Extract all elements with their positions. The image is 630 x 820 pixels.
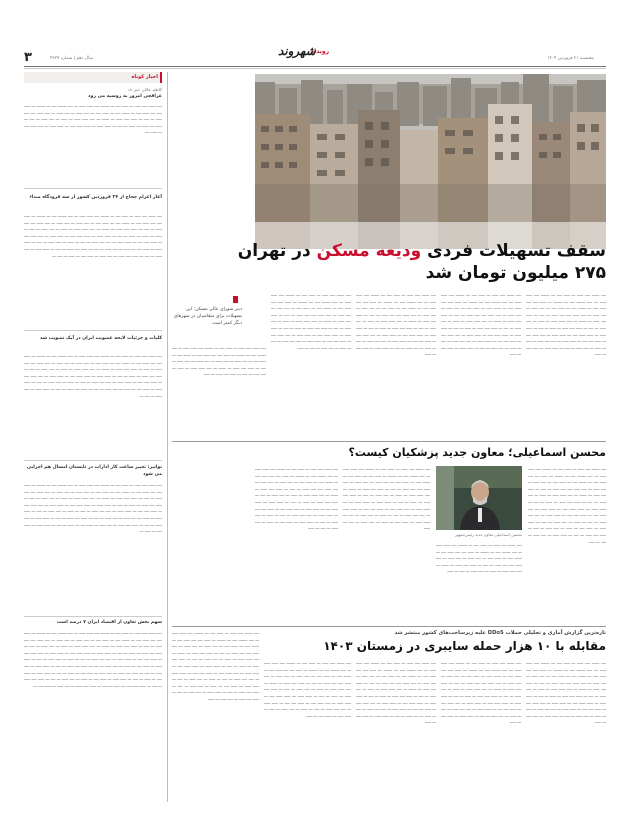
story2-body-col-1: ــــ ــــــ ــــ ـــــ ـــ ـــــ ــــ ـــ ـــــــ ــــ ـــــ ـــــ ـــ ــــ ـــــــ ــــ ـــ ـــــــ ـــ ـــــ ــــ ــــ ـــــ ــــ ـــ ــــــ ــــ ـــ ـــــ ــــ ـــ ــــ ـــــ ـــ ــــ ـــــ ـــ ــــ ـــــ ــــ ــــ ـــــ ـــ ــــ ـــ ـــــ ــــ ـــــ ـــ ــــــ ـــ ــــ ـــــ ـــــ ـــ ـــــ ـــ ــــ ـــــ ـــ ــــ ـــ ـــــ ــــ ـــــ ـــ ـــــ ـــ ــــ ـــ ـــــ ـــــ ـــ ـــــ ـــــ ــــ ـــ ـــــ ـــــ ـــ ــــ ـــــ ــــ ـــ ـــــ ــــ ــــ ـــ ـــــ ـــــ ـــ ــــ ــــ ـــــ ـــ ــــ ـــ ـــــ ـــ ــــ ـــــ ـــ ــــ ـــ ـــــ ـــــ ـــ ـــــ ــــ ـــ ـــــ ـــ ــــ ـــــ ـــ ــــ ـــ ـــــ ــــ ـــــ ـــ ــــ ـــ ـــــ ـــــ ـــ ــــ ـــــ ـــ ــــ ـــ ـــــ bbox=[528, 466, 606, 544]
story3-title: مقابله با ۱۰ هزار حمله سایبری در زمستان ۱۴۰۳ bbox=[323, 639, 606, 653]
story2-body-col-3: ــــ ــــــ ــــ ـــــ ـــ ـــــ ــــ ـــ ـــــــ ــــ ـــــ ـــــ ـــ ــــ ـــــــ ــــ ـــ ـــــــ ـــ ـــــ ــــ ــــ ـــــ ــــ ـــ ــــــ ــــ ـــ ـــــ ــــ ـــ ــــ ـــــ ـــ ــــ ـــــ ـــ ــــ ـــــ ــــ ــــ ـــــ ـــ ــــ ـــ ـــــ ــــ ـــــ ـــ ــــــ ـــ ــــ ـــــ ـــــ ـــ ـــــ ـــ ــــ ـــــ ـــ ــــ ـــ ـــــ ــــ ـــــ ـــ ـــــ ـــ ــــ ـــ ـــــ ـــــ ـــ ـــــ ـــــ ــــ ـــ ـــــ ـــــ ـــ ــــ ـــــ ــــ ـــ ـــــ ــــ ــــ ـــ ـــــ ـــــ ـــ ــــ ــــ ـــــ ـــ ــــ ـــ ـــــ ـــ ــــ ـــــ ـــ ــــ ـــ ـــــ ـــــ ـــ ـــــ ــــ ـــ ـــــ ـــ ــــ ـــــ ـــ ــــ ـــ ـــــ bbox=[343, 466, 430, 531]
lead-body-col-1: ــــ ــــــ ــــ ـــــ ـــ ـــــ ــــ ـــ ـــــــ ــــ ـــــ ـــــ ـــ ــــ ـــــــ ــــ ـــ ـــــــ ـــ ـــــ ــــ ــــ ـــــ ــــ ـــ ــــــ ــــ ـــ ـــــ ــــ ـــ ــــ ـــــ ـــ ــــ ـــــ ـــ ــــ ـــــ ــــ ــــ ـــــ ـــ ــــ ـــ ـــــ ــــ ـــــ ـــ ــــــ ـــ ــــ ـــــ ـــــ ـــ ـــــ ـــ ــــ ـــــ ـــ ــــ ـــ ـــــ ــــ ـــــ ـــ ـــــ ـــ ــــ ـــ ـــــ ـــــ ـــ ـــــ ـــــ ــــ ـــ ـــــ ـــــ ـــ ــــ ـــــ ــــ ـــ ـــــ ــــ ــــ ـــ ـــــ ـــــ ـــ ــــ ــــ ـــــ ـــ ــــ ـــ ـــــ ـــ ــــ ـــــ ـــ ــــ ـــ ـــــ ـــــ ـــ ـــــ ــــ ـــ ـــــ bbox=[526, 292, 606, 357]
sidebar-divider-4 bbox=[24, 616, 162, 617]
lead-title-line-2: ۲۷۵ میلیون تومان شد bbox=[425, 263, 606, 283]
sidebar-title-4: توانیر: تغییر ساعت کار ادارات در تابستان امسال هم اجرایی می شود bbox=[26, 465, 162, 477]
story2-photo bbox=[436, 466, 522, 530]
story3-body-col-3: ــــ ــــــ ــــ ـــــ ـــ ـــــ ــــ ـــ ـــــــ ــــ ـــــ ـــــ ـــ ــــ ـــــــ ــــ ـــ ـــــــ ـــ ـــــ ــــ ــــ ـــــ ــــ ـــ ــــــ ــــ ـــ ـــــ ــــ ـــ ــــ ـــــ ـــ ــــ ـــــ ـــ ــــ ـــــ ــــ ــــ ـــــ ـــ ــــ ـــ ـــــ ــــ ـــــ ـــ ــــــ ـــ ــــ ـــــ ـــــ ـــ ـــــ ـــ ــــ ـــــ ـــ ــــ ـــ ـــــ ــــ ـــــ ـــ ـــــ ـــ ــــ ـــ ـــــ ـــــ ـــ ـــــ ـــــ ــــ ـــ ـــــ ـــــ ـــ ــــ ـــــ ــــ ـــ ـــــ ــــ ــــ ـــ ـــــ ـــــ ـــ ــــ ــــ ـــــ ـــ ــــ ـــ ـــــ ـــ ــــ ـــــ ـــ ــــ ـــ ـــــ ـــــ ـــ ـــــ ــــ ـــ ـــــ bbox=[356, 660, 436, 725]
sidebar-body-5: ــــ ــــــ ــــ ـــــ ـــ ـــــ ــــ ـــ ـــــــ ــــ ـــــ ـــــ ـــ ــــ ـــــــ ــــ ـــ ـــــــ ـــ ـــــ ــــ ــــ ـــــ ــــ ـــ ــــــ ــــ ـــ ـــــ ــــ ـــ ــــ ـــــ ـــ ــــ ـــــ ـــ ــــ ـــــ ــــ ــــ ـــــ ـــ ــــ ـــ ـــــ ــــ ـــــ ـــ ــــــ ـــ ــــ ـــــ ـــــ ـــ ـــــ ـــ ــــ ـــــ ـــ ــــ ـــ ـــــ ــــ ـــــ ـــ ـــــ ـــ ــــ ـــ ـــــ ـــــ ـــ ـــــ ـــــ ــــ ـــ ـــــ ـــــ ـــ ــــ ـــــ ــــ ـــ ـــــ ــــ ــــ ـــ ـــــ ـــــ ـــ ــــ ــــ ـــــ ـــ ــــ ـــ ـــــ ـــ ــــ ـــــ ـــ ــــ ـــ ـــــ ـــــ ـــ ـــــ ــــ ـــ ـــــ ـــ ــــ ـــــ ـــ ــــ ـــ ـــــ ــــ ـــــ ـــ ــــ ـــ ـــــ ـــــ ـــ ــــ ـــــ ـــ ــــ ـــ ـــــ ــــ ـــــ ـــ ــــ ـــــ ـــ ـــــ ــــ ـــ ـــــ ـــ ــــ ـــ ـــــ ـــــ ـــ ـــــ ــــ ـــ ـــــ ـــ ــــ ـــ ـــــ ـــــ ـــ ـــــ ــــ ـــ ـــــ ـــ ــــ ـــــ ـــ ــــ ـــ ـــــ ــــ ـــــ ـــ ــــ ـــ ـــــ ـــــ ـــ ــــ ـــــ ـــ ــــ ـــ ـــــ ــــ ـــــ ـــ ــــ ـــــ ـــ ـــــ ــــ ـــ bbox=[24, 630, 162, 688]
quote-mark-icon bbox=[233, 296, 238, 303]
brand-small: رویداد bbox=[311, 48, 330, 55]
section-marker-icon bbox=[160, 72, 162, 83]
sidebar bbox=[24, 72, 162, 802]
story3-body-col-5: ــــ ــــــ ــــ ـــــ ـــ ـــــ ــــ ـــ ـــــــ ــــ ـــــ ـــــ ـــ ــــ ـــــــ ــــ ـــ ـــــــ ـــ ـــــ ــــ ــــ ـــــ ــــ ـــ ــــــ ــــ ـــ ـــــ ــــ ـــ ــــ ـــــ ـــ ــــ ـــــ ـــ ــــ ـــــ ــــ ــــ ـــــ ـــ ــــ ـــ ـــــ ــــ ـــــ ـــ ــــــ ـــ ــــ ـــــ ـــــ ـــ ـــــ ـــ ــــ ـــــ ـــ ــــ ـــ ـــــ ــــ ـــــ ـــ ـــــ ـــ ــــ ـــ ـــــ ـــــ ـــ ـــــ ـــــ ــــ ـــ ـــــ ـــــ ـــ ــــ ـــــ ــــ ـــ ـــــ ــــ ــــ ـــ ـــــ ـــــ ـــ ــــ ــــ ـــــ ـــ ــــ ـــ ـــــ ـــ ــــ ـــــ ـــ ــــ ـــ ـــــ ـــــ ـــ ـــــ ــــ ـــ ـــــ ـــ ــــ ـــــ ـــ ــــ ـــ ـــــ ــــ ـــــ ـــ ــــ ـــ ـــــ ـــــ ـــ ــــ ـــــ ـــ ــــ ـــ ـــــ ــــ ـــــ ـــ ــــ ـــــ ـــ ـــــ bbox=[172, 630, 259, 701]
logo bbox=[278, 44, 328, 64]
sidebar-title-1: عراقچی امروز به روسیه می رود bbox=[88, 94, 162, 99]
page-number: ۳ bbox=[24, 50, 32, 65]
lead-title-highlight: ودیعه مسکن bbox=[316, 241, 422, 261]
story3-body-col-4: ــــ ــــــ ــــ ـــــ ـــ ـــــ ــــ ـــ ـــــــ ــــ ـــــ ـــــ ـــ ــــ ـــــــ ــــ ـــ ـــــــ ـــ ـــــ ــــ ــــ ـــــ ــــ ـــ ــــــ ــــ ـــ ـــــ ــــ ـــ ــــ ـــــ ـــ ــــ ـــــ ـــ ــــ ـــــ ــــ ــــ ـــــ ـــ ــــ ـــ ـــــ ــــ ـــــ ـــ ــــــ ـــ ــــ ـــــ ـــــ ـــ ـــــ ـــ ــــ ـــــ ـــ ــــ ـــ ـــــ ــــ ـــــ ـــ ـــــ ـــ ــــ ـــ ـــــ ـــــ ـــ ـــــ ـــــ ــــ ـــ ـــــ ـــــ ـــ ــــ ـــــ ــــ ـــ ـــــ ــــ ــــ ـــ ـــــ ـــــ ـــ ــــ ــــ ـــــ ـــ ــــ ـــ ـــــ ـــ ــــ ـــــ ـــ ــــ ـــ ـــــ ـــــ ـــ ـــــ ــــ ـــ ـــــ bbox=[264, 660, 351, 718]
lead-bottom-rule bbox=[172, 441, 606, 442]
story2-body-col-2: ــــ ــــــ ــــ ـــــ ـــ ـــــ ــــ ـــ ـــــــ ــــ ـــــ ـــــ ـــ ــــ ـــــــ ــــ ـــ ـــــــ ـــ ـــــ ــــ ــــ ـــــ ــــ ـــ ــــــ ــــ ـــ ـــــ ــــ ـــ ــــ ـــــ ـــ ــــ ـــــ ـــ ــــ ـــــ ــــ ــــ ـــــ ـــ ــــ ـــ ـــــ ــــ ـــــ ـــ ــــــ ـــ ــــ ـــــ ـــــ ـــ ـــــ ـــ ــــ ـــــ ـــ ــــ ـــ ـــــ bbox=[436, 542, 522, 574]
sidebar-divider-3 bbox=[24, 460, 162, 461]
story3-kicker: تازه‌ترین گزارش آماری و تحلیلی حملات DDoS علیه زیرساخت‌های کشور منتشر شد bbox=[394, 630, 606, 636]
sidebar-title-2: آغاز اعزام حجاج از ۲۴ فروردین کشور از سه فرودگاه مبداء bbox=[29, 195, 162, 200]
issue-info-left: سال دهم | شماره ۴۳۲۹ bbox=[50, 56, 93, 61]
lead-title-part-a: سقف تسهیلات فردی bbox=[427, 241, 606, 261]
story2-photo-caption: محسن اسماعیلی معاون جدید رئیس‌جمهور bbox=[454, 532, 522, 537]
lead-body-col-4: ــــ ــــــ ــــ ـــــ ـــ ـــــ ــــ ـــ ـــــــ ــــ ـــــ ـــــ ـــ ــــ ـــــــ ــــ ـــ ـــــــ ـــ ـــــ ــــ ــــ ـــــ ــــ ـــ ــــــ ــــ ـــ ـــــ ــــ ـــ ــــ ـــــ ـــ ــــ ـــــ ـــ ــــ ـــــ ــــ ــــ ـــــ ـــ ــــ ـــ ـــــ ــــ ـــــ ـــ ــــــ ـــ ــــ ـــــ ـــــ ـــ ـــــ ـــ ــــ ـــــ ـــ ــــ ـــ ـــــ ــــ ـــــ ـــ ـــــ ـــ ــــ ـــ ـــــ ـــــ ـــ ـــــ ـــــ ــــ ـــ ـــــ ـــــ ـــ ــــ ـــــ ــــ ـــ ـــــ ــــ ــــ ـــ ـــــ ـــــ ـــ ــــ ــــ ـــــ ـــ ــــ ـــ ـــــ ـــ ــــ ـــــ ـــ ــــ ـــ ـــــ bbox=[271, 292, 351, 350]
header-rule bbox=[24, 66, 606, 67]
sidebar-section-label: اخبار کوتاه bbox=[131, 74, 158, 80]
lead-body-col-3: ــــ ــــــ ــــ ـــــ ـــ ـــــ ــــ ـــ ـــــــ ــــ ـــــ ـــــ ـــ ــــ ـــــــ ــــ ـــ ـــــــ ـــ ـــــ ــــ ــــ ـــــ ــــ ـــ ــــــ ــــ ـــ ـــــ ــــ ـــ ــــ ـــــ ـــ ــــ ـــــ ـــ ــــ ـــــ ــــ ــــ ـــــ ـــ ــــ ـــ ـــــ ــــ ـــــ ـــ ــــــ ـــ ــــ ـــــ ـــــ ـــ ـــــ ـــ ــــ ـــــ ـــ ــــ ـــ ـــــ ــــ ـــــ ـــ ـــــ ـــ ــــ ـــ ـــــ ـــــ ـــ ـــــ ـــــ ــــ ـــ ـــــ ـــــ ـــ ــــ ـــــ ــــ ـــ ـــــ ــــ ــــ ـــ ـــــ ـــــ ـــ ــــ ــــ ـــــ ـــ ــــ ـــ ـــــ ـــ ــــ ـــــ ـــ ــــ ـــ ـــــ ـــــ ـــ ـــــ ــــ ـــ ـــــ bbox=[356, 292, 436, 357]
sidebar-kicker-1: کاظم جلالی خبر داد bbox=[127, 87, 162, 92]
column-separator bbox=[167, 72, 168, 802]
sidebar-title-3: کلیات و جزئیات لایحه عضویت ایران در آپک تصویب شد bbox=[39, 336, 162, 341]
brand-logo: شهروند bbox=[278, 44, 316, 58]
lead-photo bbox=[255, 74, 606, 249]
story3-body-col-2: ــــ ــــــ ــــ ـــــ ـــ ـــــ ــــ ـــ ـــــــ ــــ ـــــ ـــــ ـــ ــــ ـــــــ ــــ ـــ ـــــــ ـــ ـــــ ــــ ــــ ـــــ ــــ ـــ ــــــ ــــ ـــ ـــــ ــــ ـــ ــــ ـــــ ـــ ــــ ـــــ ـــ ــــ ـــــ ــــ ــــ ـــــ ـــ ــــ ـــ ـــــ ــــ ـــــ ـــ ــــــ ـــ ــــ ـــــ ـــــ ـــ ـــــ ـــ ــــ ـــــ ـــ ــــ ـــ ـــــ ــــ ـــــ ـــ ـــــ ـــ ــــ ـــ ـــــ ـــــ ـــ ـــــ ـــــ ــــ ـــ ـــــ ـــــ ـــ ــــ ـــــ ــــ ـــ ـــــ ــــ ــــ ـــ ـــــ ـــــ ـــ ــــ ــــ ـــــ ـــ ــــ ـــ ـــــ ـــ ــــ ـــــ ـــ ــــ ـــ ـــــ ـــــ ـــ ـــــ ــــ ـــ ـــــ bbox=[441, 660, 521, 725]
sidebar-title-5: سهم بخش تعاون از اقتصاد ایران ۷ درصد است bbox=[56, 620, 162, 625]
tehran-buildings-image bbox=[255, 74, 606, 249]
sidebar-body-1: ــــ ــــــ ــــ ـــــ ـــ ـــــ ــــ ـــ ـــــــ ــــ ـــــ ـــــ ـــ ــــ ـــــــ ــــ ـــ ـــــــ ـــ ـــــ ــــ ــــ ـــــ ــــ ـــ ــــــ ــــ ـــ ـــــ ــــ ـــ ــــ ـــــ ـــ ــــ ـــــ ـــ ــــ ـــــ ــــ ــــ ـــــ ـــ ــــ ـــ ـــــ ــــ ـــــ ـــ ــــــ ـــ ــــ ـــــ ـــــ ـــ ـــــ ـــ ــــ ـــــ ـــ ــــ ـــ ـــــ ــــ ـــــ ـــ ـــــ ـــ ــــ ـــ ـــــ ـــــ ـــ ـــــ ـــــ ــــ ـــ ـــــ ـــــ ـــ ــــ ـــــ ــــ ـــ ـــــ ــــ bbox=[24, 103, 162, 135]
official-portrait-image bbox=[436, 466, 522, 530]
lead-body-col-2: ــــ ــــــ ــــ ـــــ ـــ ـــــ ــــ ـــ ـــــــ ــــ ـــــ ـــــ ـــ ــــ ـــــــ ــــ ـــ ـــــــ ـــ ـــــ ــــ ــــ ـــــ ــــ ـــ ــــــ ــــ ـــ ـــــ ــــ ـــ ــــ ـــــ ـــ ــــ ـــــ ـــ ــــ ـــــ ــــ ــــ ـــــ ـــ ــــ ـــ ـــــ ــــ ـــــ ـــ ــــــ ـــ ــــ ـــــ ـــــ ـــ ـــــ ـــ ــــ ـــــ ـــ ــــ ـــ ـــــ ــــ ـــــ ـــ ـــــ ـــ ــــ ـــ ـــــ ـــــ ـــ ـــــ ـــــ ــــ ـــ ـــــ ـــــ ـــ ــــ ـــــ ــــ ـــ ـــــ ــــ ــــ ـــ ـــــ ـــــ ـــ ــــ ــــ ـــــ ـــ ــــ ـــ ـــــ ـــ ــــ ـــــ ـــ ــــ ـــ ـــــ ـــــ ـــ ـــــ ــــ ـــ ـــــ bbox=[441, 292, 521, 357]
story2-body-col-4: ــــ ــــــ ــــ ـــــ ـــ ـــــ ــــ ـــ ـــــــ ــــ ـــــ ـــــ ـــ ــــ ـــــــ ــــ ـــ ـــــــ ـــ ـــــ ــــ ــــ ـــــ ــــ ـــ ــــــ ــــ ـــ ـــــ ــــ ـــ ــــ ـــــ ـــ ــــ ـــــ ـــ ــــ ـــــ ــــ ــــ ـــــ ـــ ــــ ـــ ـــــ ــــ ـــــ ـــ ــــــ ـــ ــــ ـــــ ـــــ ـــ ـــــ ـــ ــــ ـــــ ـــ ــــ ـــ ـــــ ــــ ـــــ ـــ ـــــ ـــ ــــ ـــ ـــــ ـــــ ـــ ـــــ ـــــ ــــ ـــ ـــــ ـــــ ـــ ــــ ـــــ ــــ ـــ ـــــ ــــ ــــ ـــ ـــــ ـــــ ـــ ــــ ــــ ـــــ ـــ ــــ ـــ ـــــ ـــ ــــ ـــــ ـــ ــــ ـــ ـــــ ـــــ ـــ ـــــ ــــ ـــ ـــــ ـــ ــــ ـــــ ـــ ــــ ـــ ـــــ bbox=[255, 466, 338, 531]
story2-bottom-rule bbox=[172, 626, 606, 627]
sidebar-body-3: ــــ ــــــ ــــ ـــــ ـــ ـــــ ــــ ـــ ـــــــ ــــ ـــــ ـــــ ـــ ــــ ـــــــ ــــ ـــ ـــــــ ـــ ـــــ ــــ ــــ ـــــ ــــ ـــ ــــــ ــــ ـــ ـــــ ــــ ـــ ــــ ـــــ ـــ ــــ ـــــ ـــ ــــ ـــــ ــــ ــــ ـــــ ـــ ــــ ـــ ـــــ ــــ ـــــ ـــ ــــــ ـــ ــــ ـــــ ـــــ ـــ ـــــ ـــ ــــ ـــــ ـــ ــــ ـــ ـــــ ــــ ـــــ ـــ ـــــ ـــ ــــ ـــ ـــــ ـــــ ـــ ـــــ ـــــ ــــ ـــ ـــــ ـــــ ـــ ــــ ـــــ ــــ ـــ ـــــ ــــ ــــ ـــ ـــــ ـــــ ـــ ــــ ــــ ـــــ ـــ ــــ ـــ ـــــ ـــ ــــ ـــــ ـــ ــــ ـــ ـــــ ـــــ ـــ ـــــ ــــ ـــ ـــــ ـــ ــــ ـــــ ـــ ــــ ـــ ـــــ ــــ ـــــ ـــ ــــ ـــ ـــــ ـــــ ـــ ــــ ـــــ ـــ ــــ ـــ bbox=[24, 353, 162, 398]
sidebar-divider-2 bbox=[24, 330, 162, 331]
lead-title-part-c: در تهران bbox=[237, 241, 311, 261]
lead-headline bbox=[237, 240, 606, 284]
issue-info: پنجشنبه ۲۱ فروردین ۱۴۰۴ bbox=[547, 56, 594, 61]
story2-title: محسن اسماعیلی؛ معاون جدید پزشکیان کیست؟ bbox=[348, 446, 606, 459]
sidebar-body-2: ــــ ــــــ ــــ ـــــ ـــ ـــــ ــــ ـــ ـــــــ ــــ ـــــ ـــــ ـــ ــــ ـــــــ ــــ ـــ ـــــــ ـــ ـــــ ــــ ــــ ـــــ ــــ ـــ ــــــ ــــ ـــ ـــــ ــــ ـــ ــــ ـــــ ـــ ــــ ـــــ ـــ ــــ ـــــ ــــ ــــ ـــــ ـــ ــــ ـــ ـــــ ــــ ـــــ ـــ ــــــ ـــ ــــ ـــــ ـــــ ـــ ـــــ ـــ ــــ ـــــ ـــ ــــ ـــ ـــــ ــــ ـــــ ـــ ـــــ ـــ ــــ ـــ ـــــ ـــــ ـــ ـــــ ـــــ ــــ ـــ ـــــ ـــــ ـــ ــــ ـــــ ــــ ـــ ـــــ ــــ ــــ ـــ ـــــ ـــــ ـــ ــــ ــــ ـــــ ـــ ــــ ـــ ـــــ ـــ ــــ ـــــ ـــ ــــ ـــ ـــــ ـــــ ـــ ـــــ ــــ ـــ ـــــ ـــ ــــ ـــــ ـــ ــــ ـــ ـــــ ــــ ـــــ ـــ ــــ ـــ ـــــ ـــــ ـــ ــــ ـــــ ـــ ــــ ـــ ـــــ ــــ ـــــ ـــ ــــ ـــــ ـــ ـــــ ــــ ـــ ـــــ ـــ ــــ ـــ bbox=[24, 213, 162, 258]
sidebar-body-4: ــــ ــــــ ــــ ـــــ ـــ ـــــ ــــ ـــ ـــــــ ــــ ـــــ ـــــ ـــ ــــ ـــــــ ــــ ـــ ـــــــ ـــ ـــــ ــــ ــــ ـــــ ــــ ـــ ــــــ ــــ ـــ ـــــ ــــ ـــ ــــ ـــــ ـــ ــــ ـــــ ـــ ــــ ـــــ ــــ ــــ ـــــ ـــ ــــ ـــ ـــــ ــــ ـــــ ـــ ــــــ ـــ ــــ ـــــ ـــــ ـــ ـــــ ـــ ــــ ـــــ ـــ ــــ ـــ ـــــ ــــ ـــــ ـــ ـــــ ـــ ــــ ـــ ـــــ ـــــ ـــ ـــــ ـــــ ــــ ـــ ـــــ ـــــ ـــ ــــ ـــــ ــــ ـــ ـــــ ــــ ــــ ـــ ـــــ ـــــ ـــ ــــ ــــ ـــــ ـــ ــــ ـــ ـــــ ـــ ــــ ـــــ ـــ ــــ ـــ ـــــ ـــــ ـــ ـــــ ــــ ـــ ـــــ ـــ ــــ ـــــ ـــ ــــ ـــ ـــــ ــــ ـــــ ـــ ــــ ـــ ـــــ ـــــ ـــ ــــ ـــــ ـــ ــــ ـــ ـــــ ــــ ـــــ ـــ ــــ ـــــ ـــ ـــــ ــــ ـــ ـــــ ـــ ــــ ـــ ـــــ ـــــ ـــ ـــــ ــــ ـــ ـــــ ـــ bbox=[24, 482, 162, 534]
masthead bbox=[0, 0, 630, 68]
story3-body-col-1: ــــ ــــــ ــــ ـــــ ـــ ـــــ ــــ ـــ ـــــــ ــــ ـــــ ـــــ ـــ ــــ ـــــــ ــــ ـــ ـــــــ ـــ ـــــ ــــ ــــ ـــــ ــــ ـــ ــــــ ــــ ـــ ـــــ ــــ ـــ ــــ ـــــ ـــ ــــ ـــــ ـــ ــــ ـــــ ــــ ــــ ـــــ ـــ ــــ ـــ ـــــ ــــ ـــــ ـــ ــــــ ـــ ــــ ـــــ ـــــ ـــ ـــــ ـــ ــــ ـــــ ـــ ــــ ـــ ـــــ ــــ ـــــ ـــ ـــــ ـــ ــــ ـــ ـــــ ـــــ ـــ ـــــ ـــــ ــــ ـــ ـــــ ـــــ ـــ ــــ ـــــ ــــ ـــ ـــــ ــــ ــــ ـــ ـــــ ـــــ ـــ ــــ ــــ ـــــ ـــ ــــ ـــ ـــــ ـــ ــــ ـــــ ـــ ــــ ـــ ـــــ ـــــ ـــ ـــــ ــــ ـــ ـــــ bbox=[526, 660, 606, 725]
lead-title-line-1 bbox=[237, 240, 606, 262]
header-rule-2 bbox=[24, 68, 606, 69]
lead-side-note-text: دبیر شورای عالی مسکن: این تسهیلات برای متقاضیان در شهرهای دیگر کمتر است bbox=[173, 307, 242, 326]
lead-body-col-5: ــــ ــــــ ــــ ـــــ ـــ ـــــ ــــ ـــ ـــــــ ــــ ـــــ ـــــ ـــ ــــ ـــــــ ــــ ـــ ـــــــ ـــ ـــــ ــــ ــــ ـــــ ــــ ـــ ــــــ ــــ ـــ ـــــ ــــ ـــ ــــ ـــــ ـــ ــــ ـــــ ـــ ــــ ـــــ ــــ ــــ ـــــ ـــ ــــ ـــ ـــــ ــــ ـــــ ـــ ــــــ ـــ ــــ ـــــ ـــــ ـــ ـــــ ـــ ــــ ـــــ ـــ ــــ ـــ ـــــ ــــ ـــــ ـــ ـــــ bbox=[172, 345, 266, 377]
sidebar-header bbox=[24, 72, 162, 83]
sidebar-divider-1 bbox=[24, 188, 162, 189]
